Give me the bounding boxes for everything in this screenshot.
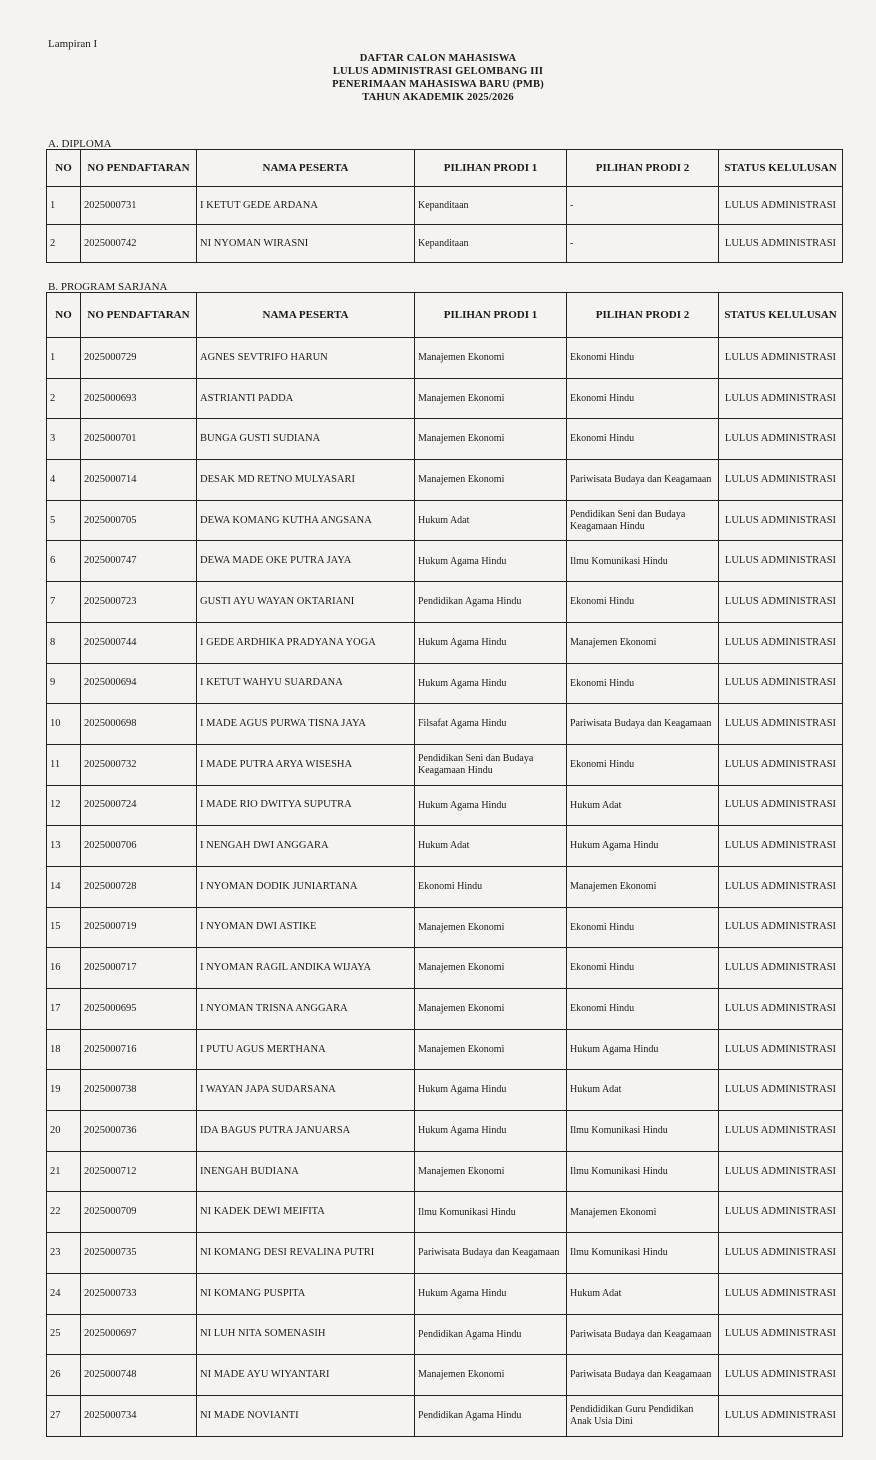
- prodi-choice-2: Ekonomi Hindu: [567, 419, 719, 460]
- row-number: 15: [47, 907, 81, 948]
- status-kelulusan: LULUS ADMINISTRASI: [719, 1151, 843, 1192]
- prodi-choice-2: Manajemen Ekonomi: [567, 866, 719, 907]
- row-number: 25: [47, 1314, 81, 1355]
- prodi-choice-2: Ilmu Komunikasi Hindu: [567, 1233, 719, 1274]
- prodi-choice-2: Ekonomi Hindu: [567, 989, 719, 1030]
- table-row: [47, 378, 843, 419]
- status-kelulusan: LULUS ADMINISTRASI: [719, 338, 843, 379]
- title-line: LULUS ADMINISTRASI GELOMBANG III: [332, 66, 544, 77]
- participant-name: ASTRIANTI PADDA: [197, 378, 415, 419]
- prodi-choice-1: Kepanditaan: [415, 225, 567, 263]
- status-kelulusan: LULUS ADMINISTRASI: [719, 1273, 843, 1314]
- prodi-choice-1: Hukum Agama Hindu: [415, 541, 567, 582]
- diploma-table: [46, 149, 843, 263]
- row-number: 1: [47, 187, 81, 225]
- prodi-choice-2: Hukum Adat: [567, 785, 719, 826]
- prodi-choice-1: Manajemen Ekonomi: [415, 338, 567, 379]
- prodi-choice-2: Pendididikan Guru Pendidikan Anak Usia Dini: [567, 1395, 719, 1436]
- status-kelulusan: LULUS ADMINISTRASI: [719, 1192, 843, 1233]
- status-kelulusan: LULUS ADMINISTRASI: [719, 460, 843, 501]
- participant-name: I WAYAN JAPA SUDARSANA: [197, 1070, 415, 1111]
- prodi-choice-2: Ekonomi Hindu: [567, 582, 719, 623]
- participant-name: DEWA MADE OKE PUTRA JAYA: [197, 541, 415, 582]
- participant-name: I MADE PUTRA ARYA WISESHA: [197, 744, 415, 785]
- row-number: 24: [47, 1273, 81, 1314]
- row-number: 4: [47, 460, 81, 501]
- lampiran-label: Lampiran I: [48, 38, 98, 50]
- registration-number: 2025000712: [81, 1151, 197, 1192]
- table-row: [47, 948, 843, 989]
- table-row: [47, 989, 843, 1030]
- prodi-choice-1: Hukum Agama Hindu: [415, 1273, 567, 1314]
- row-number: 8: [47, 622, 81, 663]
- row-number: 22: [47, 1192, 81, 1233]
- registration-number: 2025000732: [81, 744, 197, 785]
- registration-number: 2025000723: [81, 582, 197, 623]
- header-prodi-2: PILIHAN PRODI 2: [567, 150, 719, 187]
- status-kelulusan: LULUS ADMINISTRASI: [719, 1233, 843, 1274]
- status-kelulusan: LULUS ADMINISTRASI: [719, 1314, 843, 1355]
- table-header-row: [47, 293, 843, 338]
- table-row: [47, 1233, 843, 1274]
- prodi-choice-2: Hukum Adat: [567, 1070, 719, 1111]
- row-number: 3: [47, 419, 81, 460]
- prodi-choice-2: -: [567, 187, 719, 225]
- status-kelulusan: LULUS ADMINISTRASI: [719, 378, 843, 419]
- header-no: NO: [47, 150, 81, 187]
- registration-number: 2025000747: [81, 541, 197, 582]
- prodi-choice-2: Ekonomi Hindu: [567, 948, 719, 989]
- registration-number: 2025000744: [81, 622, 197, 663]
- prodi-choice-2: Ekonomi Hindu: [567, 663, 719, 704]
- status-kelulusan: LULUS ADMINISTRASI: [719, 826, 843, 867]
- row-number: 14: [47, 866, 81, 907]
- row-number: 23: [47, 1233, 81, 1274]
- status-kelulusan: LULUS ADMINISTRASI: [719, 1395, 843, 1436]
- prodi-choice-2: Manajemen Ekonomi: [567, 622, 719, 663]
- prodi-choice-1: Filsafat Agama Hindu: [415, 704, 567, 745]
- registration-number: 2025000728: [81, 866, 197, 907]
- prodi-choice-1: Hukum Agama Hindu: [415, 1070, 567, 1111]
- section-label-diploma: A. DIPLOMA: [48, 138, 112, 150]
- table-row: [47, 907, 843, 948]
- registration-number: 2025000694: [81, 663, 197, 704]
- row-number: 21: [47, 1151, 81, 1192]
- prodi-choice-2: Hukum Adat: [567, 1273, 719, 1314]
- prodi-choice-2: Ekonomi Hindu: [567, 907, 719, 948]
- table-row: [47, 187, 843, 225]
- participant-name: NI MADE NOVIANTI: [197, 1395, 415, 1436]
- table-header-row: [47, 150, 843, 187]
- prodi-choice-1: Hukum Adat: [415, 500, 567, 541]
- prodi-choice-2: Pariwisata Budaya dan Keagamaan: [567, 460, 719, 501]
- prodi-choice-1: Pariwisata Budaya dan Keagamaan: [415, 1233, 567, 1274]
- title-line: TAHUN AKADEMIK 2025/2026: [362, 92, 514, 103]
- table-row: [47, 1314, 843, 1355]
- prodi-choice-1: Manajemen Ekonomi: [415, 378, 567, 419]
- title-line: DAFTAR CALON MAHASISWA: [359, 53, 517, 64]
- registration-number: 2025000719: [81, 907, 197, 948]
- document-title: [0, 52, 876, 104]
- prodi-choice-1: Manajemen Ekonomi: [415, 907, 567, 948]
- prodi-choice-1: Pendidikan Agama Hindu: [415, 1314, 567, 1355]
- registration-number: 2025000729: [81, 338, 197, 379]
- table-row: [47, 704, 843, 745]
- title-line: PENERIMAAN MAHASISWA BARU (PMB): [332, 79, 544, 90]
- registration-number: 2025000709: [81, 1192, 197, 1233]
- row-number: 18: [47, 1029, 81, 1070]
- table-row: [47, 419, 843, 460]
- status-kelulusan: LULUS ADMINISTRASI: [719, 907, 843, 948]
- sarjana-table: [46, 292, 843, 1437]
- participant-name: AGNES SEVTRIFO HARUN: [197, 338, 415, 379]
- prodi-choice-1: Manajemen Ekonomi: [415, 989, 567, 1030]
- table-row: [47, 338, 843, 379]
- prodi-choice-1: Ilmu Komunikasi Hindu: [415, 1192, 567, 1233]
- participant-name: NI KOMANG DESI REVALINA PUTRI: [197, 1233, 415, 1274]
- header-status: STATUS KELULUSAN: [719, 293, 843, 338]
- table-row: [47, 1192, 843, 1233]
- prodi-choice-2: Ekonomi Hindu: [567, 378, 719, 419]
- row-number: 9: [47, 663, 81, 704]
- prodi-choice-1: Hukum Adat: [415, 826, 567, 867]
- status-kelulusan: LULUS ADMINISTRASI: [719, 989, 843, 1030]
- status-kelulusan: LULUS ADMINISTRASI: [719, 1029, 843, 1070]
- registration-number: 2025000714: [81, 460, 197, 501]
- participant-name: I NYOMAN DODIK JUNIARTANA: [197, 866, 415, 907]
- prodi-choice-2: Ilmu Komunikasi Hindu: [567, 1151, 719, 1192]
- header-prodi-1: PILIHAN PRODI 1: [415, 293, 567, 338]
- prodi-choice-2: Pariwisata Budaya dan Keagamaan: [567, 704, 719, 745]
- participant-name: NI NYOMAN WIRASNI: [197, 225, 415, 263]
- status-kelulusan: LULUS ADMINISTRASI: [719, 419, 843, 460]
- prodi-choice-2: Pariwisata Budaya dan Keagamaan: [567, 1314, 719, 1355]
- registration-number: 2025000705: [81, 500, 197, 541]
- participant-name: NI LUH NITA SOMENASIH: [197, 1314, 415, 1355]
- registration-number: 2025000733: [81, 1273, 197, 1314]
- status-kelulusan: LULUS ADMINISTRASI: [719, 541, 843, 582]
- participant-name: DEWA KOMANG KUTHA ANGSANA: [197, 500, 415, 541]
- table-row: [47, 622, 843, 663]
- prodi-choice-2: Ekonomi Hindu: [567, 744, 719, 785]
- prodi-choice-1: Manajemen Ekonomi: [415, 1029, 567, 1070]
- row-number: 27: [47, 1395, 81, 1436]
- row-number: 11: [47, 744, 81, 785]
- participant-name: I NENGAH DWI ANGGARA: [197, 826, 415, 867]
- registration-number: 2025000698: [81, 704, 197, 745]
- participant-name: I NYOMAN TRISNA ANGGARA: [197, 989, 415, 1030]
- registration-number: 2025000742: [81, 225, 197, 263]
- prodi-choice-1: Manajemen Ekonomi: [415, 1355, 567, 1396]
- row-number: 26: [47, 1355, 81, 1396]
- prodi-choice-2: Manajemen Ekonomi: [567, 1192, 719, 1233]
- row-number: 7: [47, 582, 81, 623]
- row-number: 16: [47, 948, 81, 989]
- prodi-choice-1: Ekonomi Hindu: [415, 866, 567, 907]
- section-label-sarjana: B. PROGRAM SARJANA: [48, 281, 168, 293]
- header-prodi-1: PILIHAN PRODI 1: [415, 150, 567, 187]
- prodi-choice-2: Ilmu Komunikasi Hindu: [567, 1111, 719, 1152]
- table-row: [47, 826, 843, 867]
- row-number: 1: [47, 338, 81, 379]
- status-kelulusan: LULUS ADMINISTRASI: [719, 704, 843, 745]
- prodi-choice-1: Manajemen Ekonomi: [415, 1151, 567, 1192]
- table-row: [47, 744, 843, 785]
- status-kelulusan: LULUS ADMINISTRASI: [719, 187, 843, 225]
- prodi-choice-1: Hukum Agama Hindu: [415, 1111, 567, 1152]
- registration-number: 2025000731: [81, 187, 197, 225]
- prodi-choice-2: -: [567, 225, 719, 263]
- status-kelulusan: LULUS ADMINISTRASI: [719, 663, 843, 704]
- prodi-choice-1: Manajemen Ekonomi: [415, 948, 567, 989]
- participant-name: I NYOMAN DWI ASTIKE: [197, 907, 415, 948]
- table-row: [47, 460, 843, 501]
- participant-name: I GEDE ARDHIKA PRADYANA YOGA: [197, 622, 415, 663]
- table-row: [47, 785, 843, 826]
- row-number: 13: [47, 826, 81, 867]
- participant-name: INENGAH BUDIANA: [197, 1151, 415, 1192]
- participant-name: I MADE RIO DWITYA SUPUTRA: [197, 785, 415, 826]
- prodi-choice-1: Pendidikan Agama Hindu: [415, 582, 567, 623]
- prodi-choice-2: Ilmu Komunikasi Hindu: [567, 541, 719, 582]
- header-nama: NAMA PESERTA: [197, 293, 415, 338]
- table-row: [47, 1151, 843, 1192]
- status-kelulusan: LULUS ADMINISTRASI: [719, 948, 843, 989]
- registration-number: 2025000716: [81, 1029, 197, 1070]
- status-kelulusan: LULUS ADMINISTRASI: [719, 866, 843, 907]
- prodi-choice-1: Kepanditaan: [415, 187, 567, 225]
- header-no-pendaftaran: NO PENDAFTARAN: [81, 293, 197, 338]
- row-number: 19: [47, 1070, 81, 1111]
- table-row: [47, 225, 843, 263]
- header-no-pendaftaran: NO PENDAFTARAN: [81, 150, 197, 187]
- row-number: 10: [47, 704, 81, 745]
- registration-number: 2025000736: [81, 1111, 197, 1152]
- participant-name: I KETUT GEDE ARDANA: [197, 187, 415, 225]
- table-row: [47, 866, 843, 907]
- prodi-choice-1: Pendidikan Seni dan Budaya Keagamaan Hindu: [415, 744, 567, 785]
- registration-number: 2025000748: [81, 1355, 197, 1396]
- participant-name: I NYOMAN RAGIL ANDIKA WIJAYA: [197, 948, 415, 989]
- row-number: 2: [47, 378, 81, 419]
- status-kelulusan: LULUS ADMINISTRASI: [719, 500, 843, 541]
- row-number: 12: [47, 785, 81, 826]
- prodi-choice-2: Hukum Agama Hindu: [567, 826, 719, 867]
- status-kelulusan: LULUS ADMINISTRASI: [719, 622, 843, 663]
- prodi-choice-1: Hukum Agama Hindu: [415, 785, 567, 826]
- table-row: [47, 1029, 843, 1070]
- participant-name: NI KOMANG PUSPITA: [197, 1273, 415, 1314]
- participant-name: NI KADEK DEWI MEIFITA: [197, 1192, 415, 1233]
- registration-number: 2025000724: [81, 785, 197, 826]
- prodi-choice-1: Hukum Agama Hindu: [415, 622, 567, 663]
- row-number: 6: [47, 541, 81, 582]
- table-row: [47, 1070, 843, 1111]
- prodi-choice-2: Pendidikan Seni dan Budaya Keagamaan Hindu: [567, 500, 719, 541]
- participant-name: GUSTI AYU WAYAN OKTARIANI: [197, 582, 415, 623]
- prodi-choice-1: Manajemen Ekonomi: [415, 419, 567, 460]
- registration-number: 2025000735: [81, 1233, 197, 1274]
- table-row: [47, 663, 843, 704]
- registration-number: 2025000734: [81, 1395, 197, 1436]
- prodi-choice-1: Pendidikan Agama Hindu: [415, 1395, 567, 1436]
- participant-name: I PUTU AGUS MERTHANA: [197, 1029, 415, 1070]
- status-kelulusan: LULUS ADMINISTRASI: [719, 1111, 843, 1152]
- participant-name: DESAK MD RETNO MULYASARI: [197, 460, 415, 501]
- prodi-choice-2: Hukum Agama Hindu: [567, 1029, 719, 1070]
- participant-name: NI MADE AYU WIYANTARI: [197, 1355, 415, 1396]
- prodi-choice-2: Pariwisata Budaya dan Keagamaan: [567, 1355, 719, 1396]
- table-row: [47, 582, 843, 623]
- header-status: STATUS KELULUSAN: [719, 150, 843, 187]
- status-kelulusan: LULUS ADMINISTRASI: [719, 1355, 843, 1396]
- table-row: [47, 1395, 843, 1436]
- header-prodi-2: PILIHAN PRODI 2: [567, 293, 719, 338]
- registration-number: 2025000697: [81, 1314, 197, 1355]
- table-row: [47, 500, 843, 541]
- status-kelulusan: LULUS ADMINISTRASI: [719, 1070, 843, 1111]
- header-nama: NAMA PESERTA: [197, 150, 415, 187]
- prodi-choice-1: Hukum Agama Hindu: [415, 663, 567, 704]
- table-row: [47, 541, 843, 582]
- table-row: [47, 1355, 843, 1396]
- participant-name: I MADE AGUS PURWA TISNA JAYA: [197, 704, 415, 745]
- status-kelulusan: LULUS ADMINISTRASI: [719, 225, 843, 263]
- header-no: NO: [47, 293, 81, 338]
- prodi-choice-2: Ekonomi Hindu: [567, 338, 719, 379]
- table-row: [47, 1111, 843, 1152]
- row-number: 20: [47, 1111, 81, 1152]
- row-number: 17: [47, 989, 81, 1030]
- participant-name: I KETUT WAHYU SUARDANA: [197, 663, 415, 704]
- participant-name: BUNGA GUSTI SUDIANA: [197, 419, 415, 460]
- registration-number: 2025000717: [81, 948, 197, 989]
- row-number: 2: [47, 225, 81, 263]
- status-kelulusan: LULUS ADMINISTRASI: [719, 582, 843, 623]
- status-kelulusan: LULUS ADMINISTRASI: [719, 744, 843, 785]
- registration-number: 2025000701: [81, 419, 197, 460]
- registration-number: 2025000693: [81, 378, 197, 419]
- registration-number: 2025000738: [81, 1070, 197, 1111]
- table-row: [47, 1273, 843, 1314]
- status-kelulusan: LULUS ADMINISTRASI: [719, 785, 843, 826]
- participant-name: IDA BAGUS PUTRA JANUARSA: [197, 1111, 415, 1152]
- row-number: 5: [47, 500, 81, 541]
- registration-number: 2025000706: [81, 826, 197, 867]
- registration-number: 2025000695: [81, 989, 197, 1030]
- prodi-choice-1: Manajemen Ekonomi: [415, 460, 567, 501]
